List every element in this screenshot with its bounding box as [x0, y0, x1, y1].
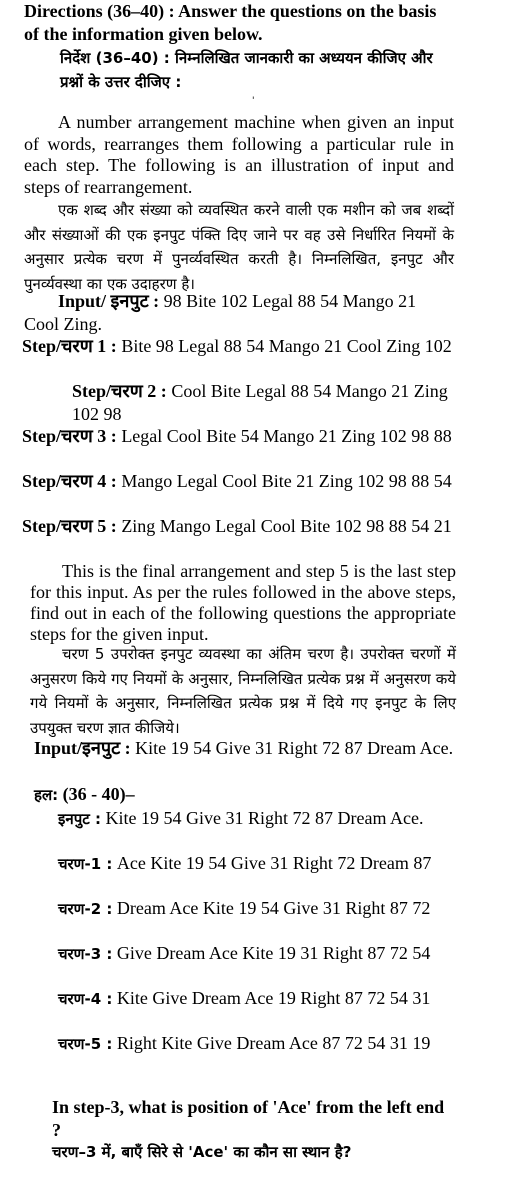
- example-input-value: 98 Bite 102 Legal 88 54 Mango 21 Cool Zing.: [24, 291, 417, 334]
- directions-english: Directions (36–40) : Answer the questions on the basis of the information given below.: [24, 1, 437, 44]
- example-step-label: Step/चरण 5 :: [22, 516, 117, 536]
- example-step-value: Legal Cool Bite 54 Mango 21 Zing 102 98 88: [121, 426, 452, 446]
- solution-step-value: Ace Kite 19 54 Give 31 Right 72 Dream 87: [116, 853, 432, 873]
- given-input-line: [0, 737, 516, 760]
- solution-step-3: [0, 942, 516, 966]
- given-input-value: Kite 19 54 Give 31 Right 72 87 Dream Ace.: [135, 738, 454, 758]
- directions-hindi: निर्देश (36–40) : निम्नलिखित जानकारी का अध्ययन कीजिए और प्रश्नों के उत्तर दीजिए :: [60, 49, 433, 91]
- example-step-label: Step/चरण 4 :: [22, 471, 117, 491]
- example-step-5: [0, 515, 516, 538]
- solution-step-1: [0, 852, 516, 876]
- solution-heading: [0, 783, 516, 807]
- final-note-english: This is the final arrangement and step 5 is the last step for this input. As per the rules followed in the above steps, find out in each of the following questions the appropriate steps for the given input.: [30, 561, 456, 644]
- example-step-label: Step/चरण 1 :: [22, 336, 117, 356]
- example-step-label: Step/चरण 2 :: [72, 381, 167, 401]
- example-step-value: Bite 98 Legal 88 54 Mango 21 Cool Zing 102: [121, 336, 452, 356]
- example-step-value: Mango Legal Cool Bite 21 Zing 102 98 88 54: [121, 471, 452, 491]
- example-step-3: [0, 425, 516, 448]
- solution-step-value: Kite Give Dream Ace 19 Right 87 72 54 31: [116, 988, 431, 1008]
- question-hindi: चरण–3 में, बाएँ सिरे से 'Ace' का कौन सा स्थान है?: [52, 1143, 352, 1161]
- example-step-value: Zing Mango Legal Cool Bite 102 98 88 54 21: [121, 516, 452, 536]
- example-step-label: Step/चरण 3 :: [22, 426, 117, 446]
- solution-step-label: चरण-3 :: [58, 945, 113, 963]
- intro-hindi: एक शब्द और संख्या को व्यवस्थित करने वाली एक मशीन को जब शब्दों और संख्याओं की एक इनपुट पंक्ति दिए जाने पर वह उसे निर्धारित नियमों के अनुसार प्रत्येक चरण में पुनर्व्यवस्थित करती है। निम्नलिखित, इनपुट और पुनर्व्यवस्था का एक उदाहरण है।: [24, 201, 454, 293]
- question-english: In step-3, what is position of 'Ace' from the left end ?: [52, 1097, 445, 1140]
- final-note-hindi: चरण 5 उपरोक्त इनपुट व्यवस्था का अंतिम चरण है। उपरोक्त चरणों में अनुसरण किये गए नियमों के अनुसार, निम्नलिखित प्रत्येक प्रश्न में अनुसरण कये गये नियमों के अनुसार, निम्नलिखित प्रत्येक प्रश्न में दिये गए इनपुट के लिए उपयुक्त चरण ज्ञात कीजिये।: [30, 645, 456, 737]
- solution-input-value: Kite 19 54 Give 31 Right 72 87 Dream Ace.: [105, 808, 424, 828]
- example-input-line: [0, 290, 516, 335]
- solution-step-2: [0, 897, 516, 921]
- solution-input-label: इनपुट :: [58, 810, 101, 828]
- solution-heading-range: (36 - 40)–: [62, 784, 135, 804]
- given-input-label: Input/इनपुट :: [34, 738, 131, 758]
- solution-input-line: [0, 807, 516, 831]
- example-step-2: [0, 380, 516, 425]
- example-step-1: [0, 335, 516, 358]
- decorative-mark: ': [252, 96, 255, 106]
- example-input-label: Input/ इनपुट :: [58, 291, 160, 311]
- solution-step-value: Give Dream Ace Kite 19 31 Right 87 72 54: [116, 943, 431, 963]
- solution-heading-hindi: हल:: [34, 786, 59, 804]
- solution-step-value: Dream Ace Kite 19 54 Give 31 Right 87 72: [116, 898, 431, 918]
- solution-step-label: चरण-2 :: [58, 900, 113, 918]
- intro-english: A number arrangement machine when given an input of words, rearranges them following a particular rule in each step. The following is an illustration of input and steps of rearrangement.: [24, 112, 454, 197]
- solution-step-5: [0, 1032, 516, 1056]
- example-step-4: [0, 470, 516, 493]
- solution-step-value: Right Kite Give Dream Ace 87 72 54 31 19: [116, 1033, 431, 1053]
- solution-step-label: चरण-5 :: [58, 1035, 113, 1053]
- solution-step-label: चरण-1 :: [58, 855, 113, 873]
- solution-step-label: चरण-4 :: [58, 990, 113, 1008]
- solution-step-4: [0, 987, 516, 1011]
- example-step-value: Cool Bite Legal 88 54 Mango 21 Zing 102 98: [72, 381, 448, 424]
